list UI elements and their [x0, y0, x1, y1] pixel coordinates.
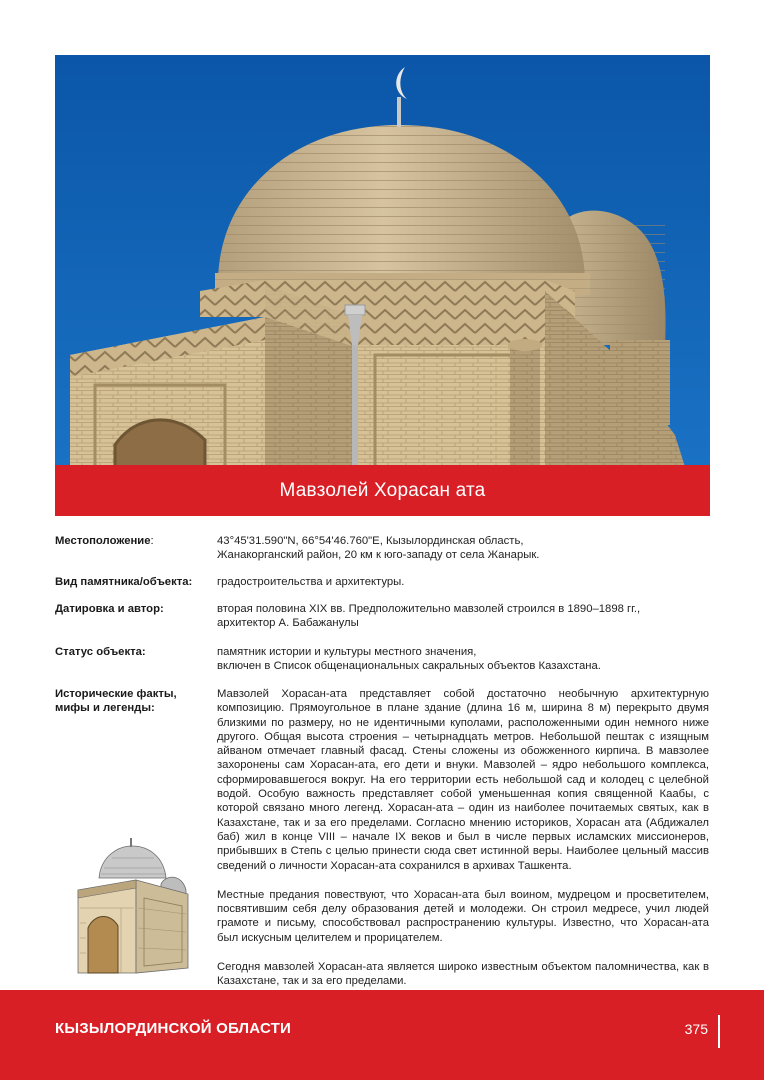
- info-label-history: Исторические факты, мифы и легенды:: [55, 688, 177, 714]
- footer-region: КЫЗЫЛОРДИНСКОЙ ОБЛАСТИ: [55, 1020, 291, 1037]
- info-label-status: Статус объекта:: [55, 646, 146, 658]
- info-value-dating: вторая половина XIX вв. Предположительно мавзолей строился в 1890–1898 гг., архитектор А. Бабажанулы: [217, 603, 641, 630]
- history-paragraph: Местные предания повествуют, что Хорасан-ата был воином, мудрецом и просветителем, посвятившим себя делу образования детей и молодежи. Он строил медресе, учил людей грамоте и письму, способствовал распространению культуры. Известно, что Хорасан-ата был искусным целителем и прорицателем.: [217, 888, 709, 944]
- info-label-dating: Датировка и автор:: [55, 603, 164, 615]
- footer-divider: [718, 1015, 720, 1048]
- page-number: 375: [684, 1021, 708, 1037]
- page-title: Мавзолей Хорасан ата: [279, 479, 486, 501]
- title-band: [55, 465, 710, 516]
- info-label-location: Местоположение:: [55, 535, 154, 547]
- hero-photo: [55, 55, 710, 467]
- info-value-type: градостроительства и архитектуры.: [217, 576, 405, 588]
- info-label-type: Вид памятника/объекта:: [55, 576, 193, 588]
- info-value-location: 43°45'31.590"N, 66°54'46.760"E, Кызылординская область, Жанакорганский район, 20 км к юго-западу от села Жанарык.: [217, 535, 540, 562]
- info-value-history: [217, 687, 709, 1004]
- mausoleum-sketch: [66, 828, 194, 978]
- history-paragraph: Мавзолей Хорасан-ата представляет собой достаточно необычную архитектурную композицию. Прямоугольное в плане здание (длина 16 м, ширина 8 м) перекрыто двумя близкими по размеру, но не идентичными куполами, расположенными один немного ниже другого. Общая высота строения – четырнадцать метров. Небольшой пештак с изящным айваном отмечает главный фасад. Стены сложены из обожженного кирпича. В мавзолее захоронены сам Хорасан-ата, его дети и внуки. Мавзолей – ядро небольшого комплекса, сформировавшегося вокруг. На его территории есть небольшой сад и колодец с целебной водой. Особую важность представляет собой уменьшенная копия священной Каабы, с которой связано много легенд. Хорасан-ата – один из наиболее почитаемых святых, как в Казахстане, так и за его пределами. Согласно мнению историков, Хорасан ата (Абдижалел баб) жил в конце VIII – начале IX веков и был в числе первых исламских миссионеров, прибывших в Степь с целью принести сюда свет истинной веры. Наиболее цельный массив сведений о личности Хорасан-ата сохранился в архивах Ташкента.: [217, 688, 709, 872]
- info-value-status: памятник истории и культуры местного значения, включен в Список общенациональных сакральных объектов Казахстана.: [217, 646, 601, 673]
- history-paragraph: Сегодня мавзолей Хорасан-ата является широко известным объектом паломничества, как в Казахстане, так и за его пределами.: [217, 961, 709, 988]
- footer: [0, 990, 764, 1080]
